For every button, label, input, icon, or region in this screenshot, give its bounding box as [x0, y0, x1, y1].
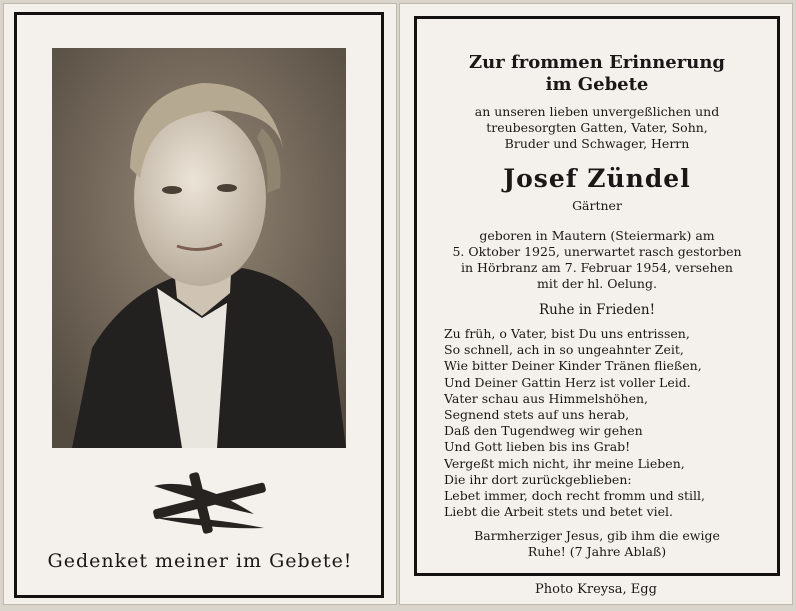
poem-line: Zu früh, o Vater, bist Du uns entrissen, — [444, 326, 690, 341]
poem-line: Vater schau aus Himmelshöhen, — [444, 390, 648, 406]
closing-line-1: Barmherziger Jesus, gib ihm die ewige — [474, 528, 720, 543]
prayer-line: Gedenket meiner im Gebete! — [47, 550, 353, 572]
intro-line-3: Bruder und Schwager, Herrn — [504, 136, 690, 151]
poem-line: Vergeßt mich nicht, ihr meine Lieben, — [444, 455, 685, 471]
poem — [444, 326, 774, 520]
bio-line-2: 5. Oktober 1925, unerwartet rasch gestorben — [452, 244, 742, 259]
poem-line: Und Gott lieben bis ins Grab! — [444, 439, 631, 455]
portrait-illustration — [52, 48, 346, 448]
photo-credit: Photo Kreysa, Egg — [535, 582, 657, 597]
bio-line-4: mit der hl. Oelung. — [537, 276, 657, 291]
bio-line-1: geboren in Mautern (Steiermark) am — [479, 228, 715, 243]
poem-line: Die ihr dort zurückgeblieben: — [444, 471, 632, 487]
poem-line: Segnend stets auf uns herab, — [444, 407, 630, 423]
occupation: Gärtner — [572, 198, 622, 213]
poem-line: Und Deiner Gattin Herz ist voller Leid. — [444, 374, 691, 390]
cross-palm-emblem — [144, 466, 274, 538]
poem-line: Lebet immer, doch recht fromm und still, — [444, 488, 706, 504]
left-card — [4, 4, 396, 604]
poem-line: Wie bitter Deiner Kinder Tränen fließen, — [444, 358, 702, 374]
poem-line: Liebt die Arbeit stets und betet viel. — [444, 504, 674, 520]
right-card — [400, 4, 792, 604]
heading-line-2: im Gebete — [545, 74, 649, 95]
rest-in-peace: Ruhe in Frieden! — [538, 302, 655, 318]
heading-line-1: Zur frommen Erinnerung — [468, 52, 726, 73]
poem-line: Daß den Tugendweg wir gehen — [444, 423, 643, 439]
portrait-photo — [52, 48, 346, 448]
intro-line-2: treubesorgten Gatten, Vater, Sohn, — [486, 120, 708, 135]
intro-line-1: an unseren lieben unvergeßlichen und — [474, 104, 720, 119]
bio-line-3: in Hörbranz am 7. Februar 1954, versehen — [461, 260, 733, 275]
deceased-name: Josef Zündel — [503, 164, 691, 193]
closing-line-2: Ruhe! (7 Jahre Ablaß) — [527, 544, 667, 559]
poem-line: So schnell, ach in so ungeahnter Zeit, — [444, 342, 684, 358]
